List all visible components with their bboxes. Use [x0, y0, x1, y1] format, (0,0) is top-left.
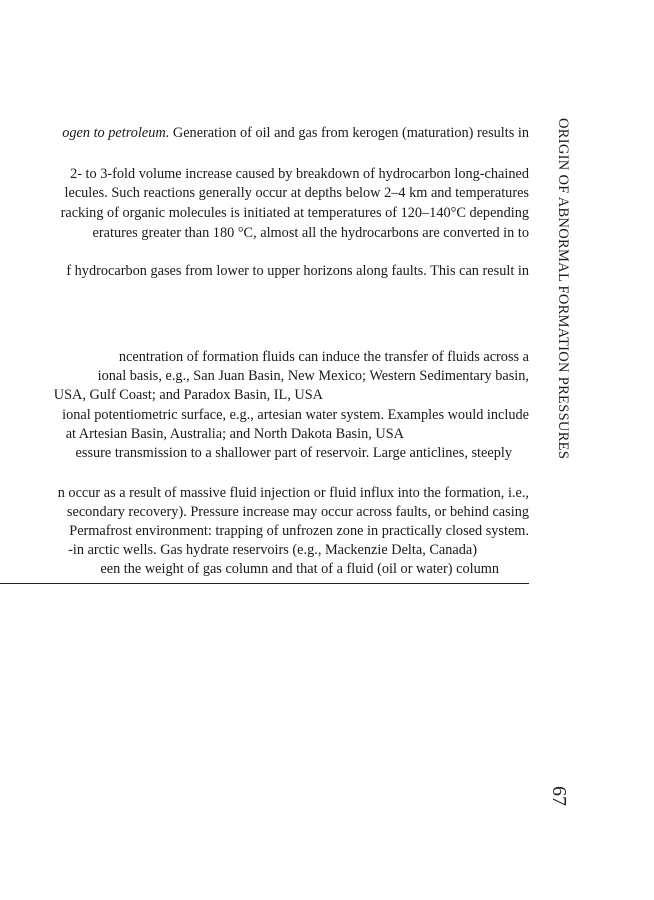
text-line-7: ncentration of formation fluids can induce the transfer of fluids across a — [118, 349, 529, 365]
text-line-1-body: Generation of oil and gas from kerogen (maturation) results in — [169, 125, 529, 141]
text-line-15: Permafrost environment: trapping of unfrozen zone in practically closed system. — [69, 523, 529, 539]
text-line-13: n occur as a result of massive fluid injection or fluid influx into the formation, i.e., — [57, 485, 529, 501]
table-bottom-rule — [0, 583, 529, 584]
text-line-12: essure transmission to a shallower part of reservoir. Large anticlines, steeply — [75, 445, 512, 461]
text-line-14: secondary recovery). Pressure increase may occur across faults, or behind casing — [66, 504, 529, 520]
text-line-8: ional basis, e.g., San Juan Basin, New Mexico; Western Sedimentary basin, — [97, 368, 529, 384]
italic-heading: ogen to petroleum. — [62, 125, 170, 141]
text-line-1 — [62, 124, 529, 142]
text-line-4: racking of organic molecules is initiated at temperatures of 120–140°C depending — [60, 205, 529, 221]
text-line-16: -in arctic wells. Gas hydrate reservoirs (e.g., Mackenzie Delta, Canada) — [68, 542, 477, 558]
running-head: ORIGIN OF ABNORMAL FORMATION PRESSURES — [555, 118, 571, 460]
text-line-5: eratures greater than 180 °C, almost all the hydrocarbons are converted in to — [92, 225, 529, 241]
text-line-9: USA, Gulf Coast; and Paradox Basin, IL, USA — [53, 387, 323, 403]
text-line-3: lecules. Such reactions generally occur at depths below 2–4 km and temperatures — [64, 185, 529, 201]
text-line-17: een the weight of gas column and that of a fluid (oil or water) column — [100, 561, 499, 577]
text-line-10: ional potentiometric surface, e.g., artesian water system. Examples would include — [62, 407, 529, 423]
text-line-11: at Artesian Basin, Australia; and North Dakota Basin, USA — [65, 426, 404, 442]
text-line-6: f hydrocarbon gases from lower to upper horizons along faults. This can result in — [66, 263, 529, 279]
text-line-2: 2- to 3-fold volume increase caused by breakdown of hydrocarbon long-chained — [70, 166, 529, 182]
page-number: 67 — [548, 786, 570, 806]
